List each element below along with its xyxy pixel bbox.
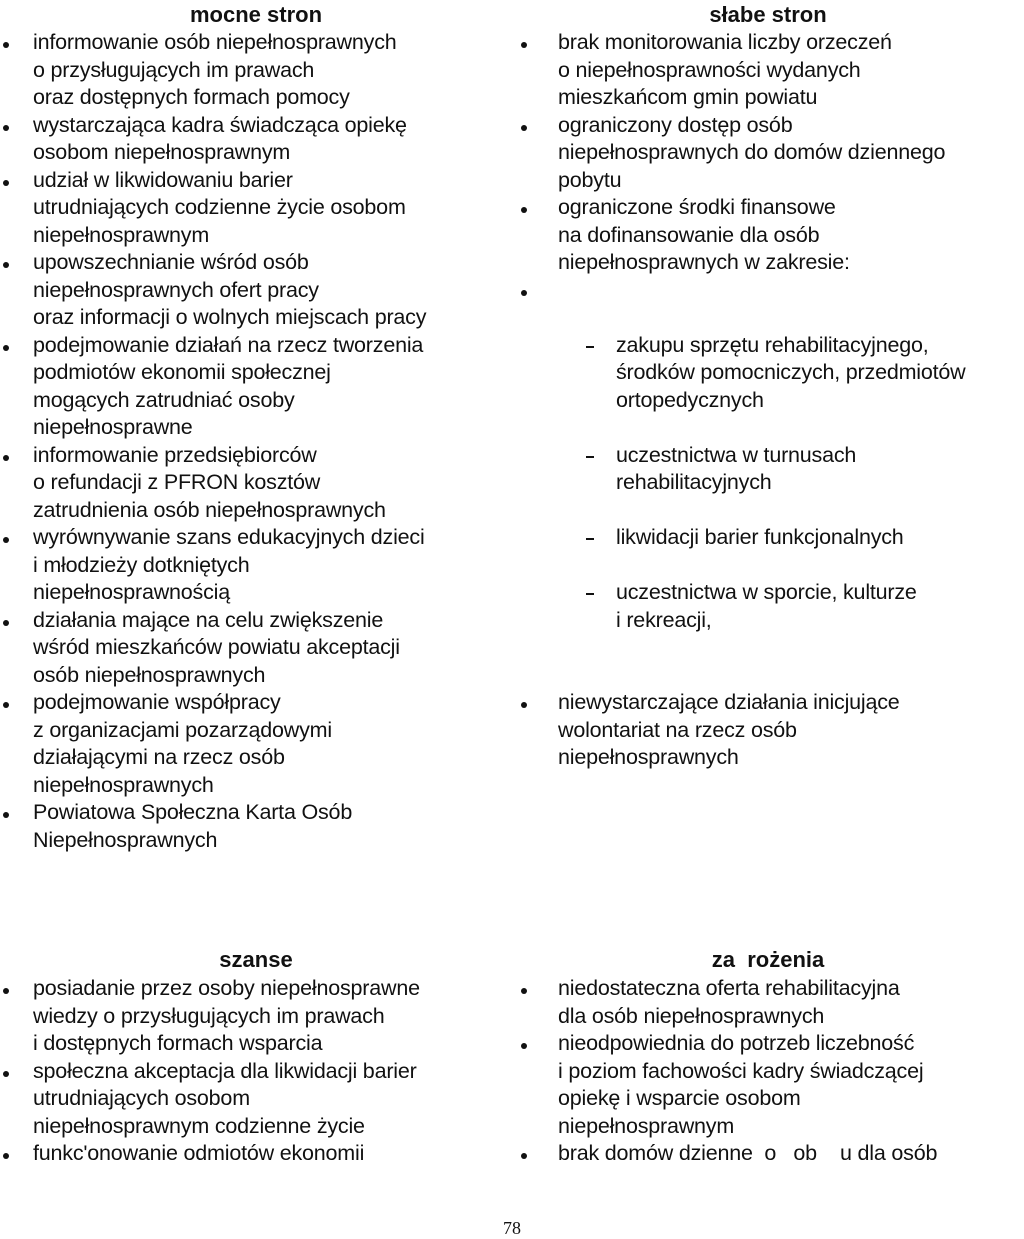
page-number: 78 — [503, 1218, 521, 1238]
list-item: funkc'onowanie odmiotów ekonomii — [0, 1140, 512, 1168]
list-item: posiadanie przez osoby niepełnosprawne wiedzy o przysługujących im prawach i dostępnych formach wsparcia — [0, 975, 512, 1058]
list-item: Powiatowa Społeczna Karta Osób Niepełnosprawnych — [0, 799, 512, 854]
list-item: społeczna akceptacja dla likwidacji barier utrudniających osobom niepełnosprawnym codzienne życie — [0, 1058, 512, 1141]
strengths-section — [0, 0, 512, 930]
weaknesses-title: słabe stron — [709, 2, 827, 27]
list-item: upowszechnianie wśród osób niepełnosprawnych ofert pracy oraz informacji o wolnych miejscach pracy — [0, 249, 512, 332]
list-item: niewystarczające działania inicjujące wolontariat na rzecz osób niepełnosprawnych — [512, 689, 1024, 772]
opportunities-section — [0, 940, 512, 1200]
list-item: informowanie przedsiębiorców o refundacji z PFRON kosztów zatrudnienia osób niepełnosprawnych — [0, 442, 512, 525]
list-item-nested — [512, 277, 1024, 690]
list-item: niedostateczna oferta rehabilitacyjna dla osób niepełnosprawnych — [512, 975, 1024, 1030]
list-item: ograniczone środki finansowe na dofinansowanie dla osób niepełnosprawnych w zakresie: — [512, 194, 1024, 277]
list-item: podejmowanie współpracy z organizacjami pozarządowymi działającymi na rzecz osób niepełnosprawnych — [0, 689, 512, 799]
threats-list — [512, 975, 1024, 1168]
threats-section — [512, 940, 1024, 1200]
financing-scope-list — [558, 304, 1024, 662]
list-item: brak monitorowania liczby orzeczeń o niepełnosprawności wydanych mieszkańcom gmin powiatu — [512, 29, 1024, 112]
list-item: działania mające na celu zwiększenie wśród mieszkańców powiatu akceptacji osób niepełnosprawnych — [0, 607, 512, 690]
sub-list-item: uczestnictwa w turnusach rehabilitacyjnych — [586, 442, 1024, 497]
list-item: informowanie osób niepełnosprawnych o przysługujących im prawach oraz dostępnych formach pomocy — [0, 29, 512, 112]
list-item: ograniczony dostęp osób niepełnosprawnych do domów dziennego pobytu — [512, 112, 1024, 195]
list-item: nieodpowiednia do potrzeb liczebność i poziom fachowości kadry świadczącej opiekę i wsparcie osobom niepełnosprawnym — [512, 1030, 1024, 1140]
opportunities-list — [0, 975, 512, 1168]
weaknesses-section — [512, 0, 1024, 930]
weaknesses-list — [512, 29, 1024, 772]
list-item: brak domów dzienne o ob u dla osób — [512, 1140, 1024, 1168]
list-item: wyrównywanie szans edukacyjnych dzieci i młodzieży dotkniętych niepełnosprawnością — [0, 524, 512, 607]
strengths-list — [0, 29, 512, 854]
sub-list-item: zakupu sprzętu rehabilitacyjnego, środków pomocniczych, przedmiotów ortopedycznych — [586, 332, 1024, 415]
sub-list-item: likwidacji barier funkcjonalnych — [586, 524, 1024, 552]
opportunities-title: szanse — [219, 947, 293, 972]
list-item: udział w likwidowaniu barier utrudniających codzienne życie osobom niepełnosprawnym — [0, 167, 512, 250]
list-item: podejmowanie działań na rzecz tworzenia podmiotów ekonomii społecznej mogących zatrudniać osoby niepełnosprawne — [0, 332, 512, 442]
strengths-title: mocne stron — [189, 2, 323, 27]
threats-title: za rożenia — [711, 947, 825, 972]
sub-list-item: uczestnictwa w sporcie, kulturze i rekreacji, — [586, 579, 1024, 634]
list-item: wystarczająca kadra świadcząca opiekę osobom niepełnosprawnym — [0, 112, 512, 167]
